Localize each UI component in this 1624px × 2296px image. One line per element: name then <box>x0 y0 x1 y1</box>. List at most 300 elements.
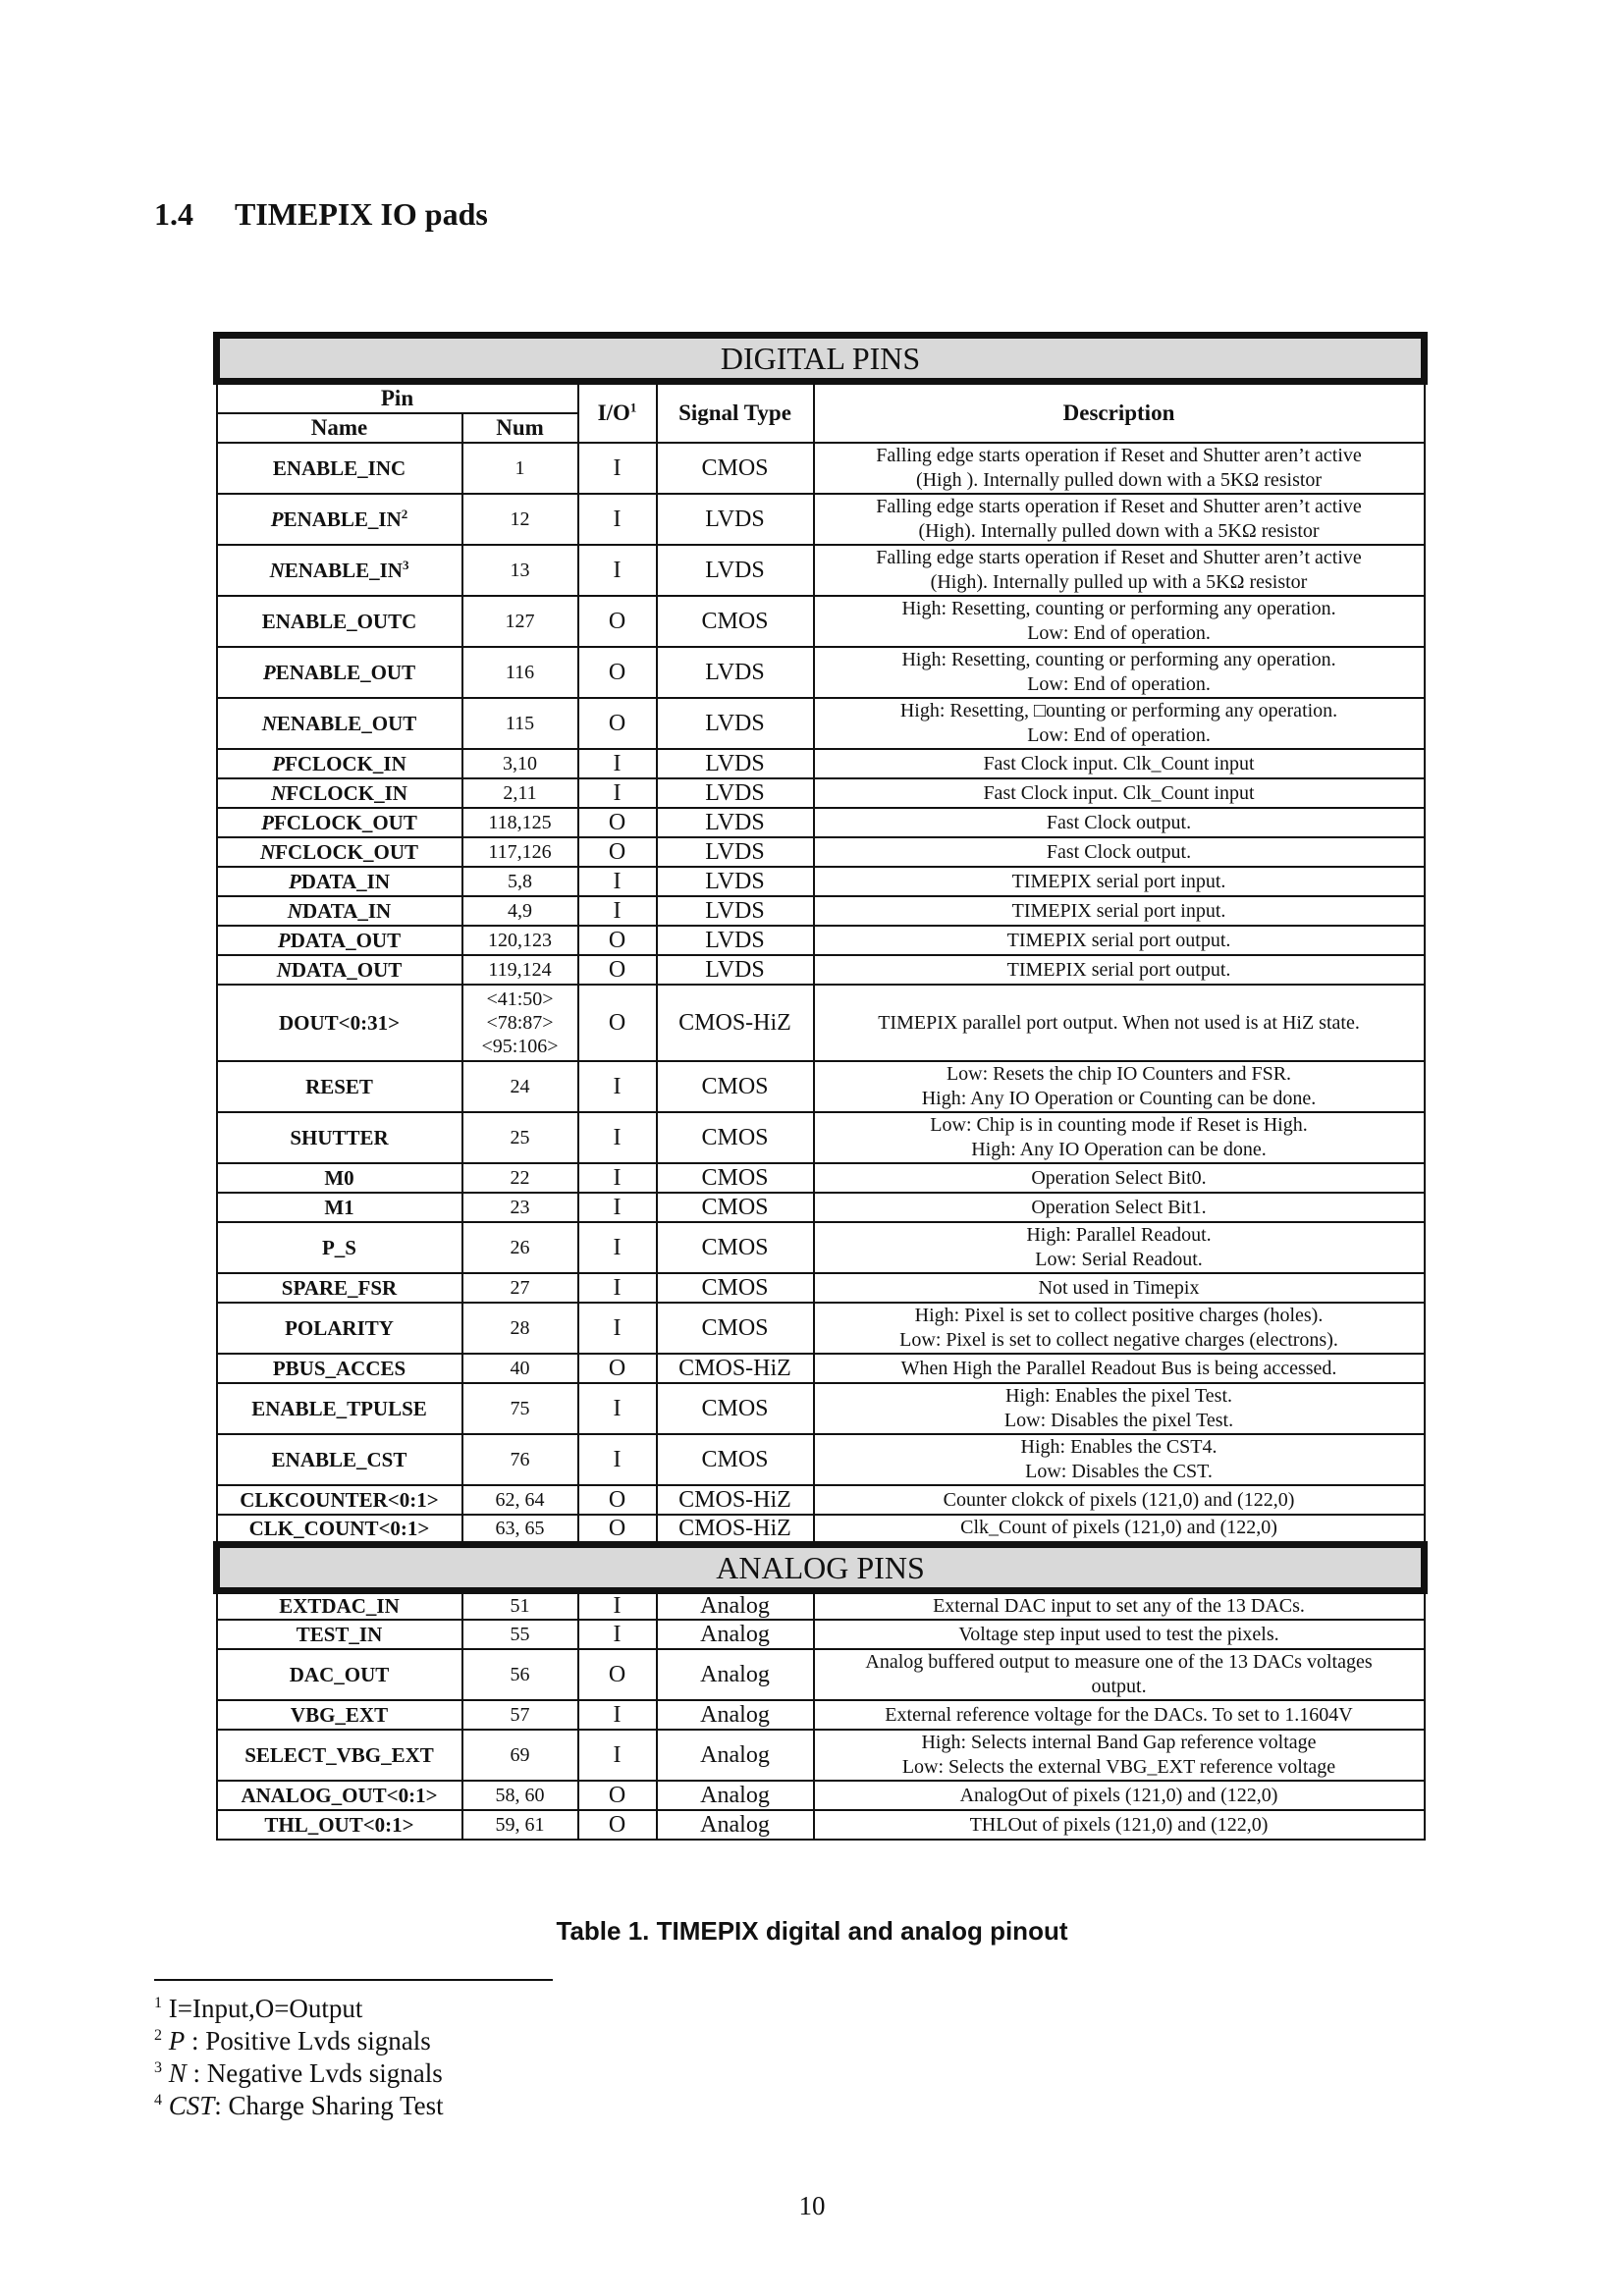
footnote-term: N <box>168 2058 187 2088</box>
pin-name-cell <box>217 443 462 494</box>
pin-number: 12 <box>510 508 530 530</box>
pin-io-cell: I <box>578 1590 657 1620</box>
pin-io-cell: O <box>578 647 657 698</box>
pin-name: DATA_OUT <box>290 929 402 952</box>
pin-description-cell <box>814 926 1425 955</box>
pin-row <box>217 1434 1425 1485</box>
pin-io-cell: O <box>578 1781 657 1810</box>
pin-name-cell <box>217 1620 462 1649</box>
pin-row <box>217 1590 1425 1620</box>
pin-name: ENABLE_IN <box>284 559 403 582</box>
pin-num-cell <box>462 1620 578 1649</box>
pin-number: 69 <box>510 1744 530 1766</box>
pin-num-cell <box>462 1781 578 1810</box>
pinout-table <box>213 332 1428 1841</box>
pin-number: 63, 65 <box>495 1517 545 1539</box>
pin-description-cell <box>814 749 1425 778</box>
pin-num-cell <box>462 1383 578 1434</box>
pin-name-cell <box>217 1781 462 1810</box>
pin-name-cell <box>217 494 462 545</box>
pin-io-cell: I <box>578 545 657 596</box>
pin-name-cell <box>217 1303 462 1354</box>
pin-name: ENABLE_IN <box>283 507 402 531</box>
pin-num-cell <box>462 443 578 494</box>
pin-description-cell <box>814 1810 1425 1840</box>
description-line: High: Resetting, counting or performing any operation. <box>901 649 1336 670</box>
pin-description-cell <box>814 1163 1425 1193</box>
footnote-term: CST <box>168 2091 215 2120</box>
pin-number: 117,126 <box>488 841 552 863</box>
pin-io-cell: I <box>578 1273 657 1303</box>
pin-signal-type-cell: CMOS <box>657 1434 814 1485</box>
pin-row <box>217 1061 1425 1112</box>
pin-signal-type-cell: CMOS-HiZ <box>657 1515 814 1544</box>
pin-row <box>217 647 1425 698</box>
pin-num-cell <box>462 1193 578 1222</box>
description-line: Low: Serial Readout. <box>1035 1249 1203 1270</box>
pin-signal-type-cell: CMOS <box>657 1273 814 1303</box>
description-line: Voltage step input used to test the pixels. <box>958 1623 1279 1645</box>
pin-name-cell <box>217 1193 462 1222</box>
pin-description-cell <box>814 1193 1425 1222</box>
pin-polarity-prefix: P <box>270 507 284 531</box>
pin-num-cell <box>462 1649 578 1700</box>
pin-number: 118,125 <box>488 812 552 833</box>
pin-description-cell <box>814 1434 1425 1485</box>
pin-name-cell <box>217 985 462 1061</box>
description-line: External DAC input to set any of the 13 DACs. <box>933 1594 1305 1617</box>
pin-number: 116 <box>505 662 535 683</box>
description-line: THLOut of pixels (121,0) and (122,0) <box>969 1813 1269 1836</box>
pin-io-cell: O <box>578 1354 657 1383</box>
pin-io-cell: O <box>578 1810 657 1840</box>
pin-io-cell: O <box>578 596 657 647</box>
pin-io-cell: I <box>578 1112 657 1163</box>
description-line: Fast Clock output. <box>1046 811 1192 833</box>
pin-number: <95:106> <box>481 1036 559 1057</box>
description-line: Operation Select Bit1. <box>1031 1196 1207 1218</box>
name-header: Name <box>217 413 462 443</box>
pin-signal-type-cell: CMOS <box>657 596 814 647</box>
description-line: Fast Clock input. Clk_Count input <box>983 752 1255 774</box>
footnote-text: : Positive Lvds signals <box>185 2026 431 2056</box>
pin-number: 26 <box>510 1237 530 1258</box>
footnote-mark: 1 <box>154 1995 162 2011</box>
pin-number: 23 <box>510 1197 530 1218</box>
pin-io-cell: I <box>578 1434 657 1485</box>
pin-row <box>217 1354 1425 1383</box>
pin-name: PBUS_ACCES <box>272 1357 406 1380</box>
pin-name: FCLOCK_OUT <box>273 811 417 834</box>
pin-signal-type-cell: LVDS <box>657 955 814 985</box>
pin-row <box>217 596 1425 647</box>
pin-name: ENABLE_OUTC <box>261 610 417 633</box>
pin-signal-type-cell: LVDS <box>657 494 814 545</box>
description-line: High: Resetting, □ounting or performing any operation. <box>899 700 1338 721</box>
description-line: TIMEPIX serial port output. <box>1006 929 1231 951</box>
footnote-text: : Negative Lvds signals <box>186 2058 443 2088</box>
pin-name: CLK_COUNT<0:1> <box>248 1516 430 1540</box>
footnote-ref: 2 <box>401 507 408 521</box>
pin-num-cell <box>462 1163 578 1193</box>
pin-description-cell <box>814 1112 1425 1163</box>
pin-num-cell <box>462 837 578 867</box>
pin-row <box>217 1112 1425 1163</box>
footnote <box>154 2025 444 2057</box>
pin-name: ENABLE_INC <box>272 456 406 480</box>
pin-signal-type-cell: CMOS <box>657 1383 814 1434</box>
description-line: High: Enables the CST4. <box>1020 1436 1218 1458</box>
pin-number: 62, 64 <box>495 1489 545 1511</box>
pin-signal-type-cell: CMOS <box>657 443 814 494</box>
pin-signal-type-cell: Analog <box>657 1781 814 1810</box>
pin-description-cell <box>814 1781 1425 1810</box>
pin-row <box>217 1222 1425 1273</box>
pin-name-cell <box>217 778 462 808</box>
pin-number: <41:50> <box>486 988 554 1010</box>
pin-io-cell: I <box>578 494 657 545</box>
pin-row <box>217 1515 1425 1544</box>
pin-row <box>217 1810 1425 1840</box>
pin-description-cell <box>814 1222 1425 1273</box>
pin-io-cell: I <box>578 896 657 926</box>
pin-name-cell <box>217 596 462 647</box>
pin-io-cell: I <box>578 1061 657 1112</box>
digital-pins-title: DIGITAL PINS <box>217 336 1425 382</box>
description-line: TIMEPIX serial port output. <box>1006 958 1231 981</box>
pin-number: 115 <box>505 713 535 734</box>
pin-name: DAC_OUT <box>289 1663 390 1686</box>
pin-name-cell <box>217 1515 462 1544</box>
description-line: Falling edge starts operation if Reset and Shutter aren’t active <box>876 496 1362 517</box>
pin-name-cell <box>217 837 462 867</box>
pin-num-cell <box>462 926 578 955</box>
pin-name-cell <box>217 1434 462 1485</box>
pin-io-cell: I <box>578 1383 657 1434</box>
pin-description-cell <box>814 545 1425 596</box>
description-line: Low: End of operation. <box>1027 673 1211 695</box>
pin-row <box>217 1620 1425 1649</box>
pin-polarity-prefix: P <box>288 870 301 893</box>
pin-name: ENABLE_OUT <box>276 712 417 735</box>
pin-io-cell: I <box>578 778 657 808</box>
pin-signal-type-cell: CMOS <box>657 1193 814 1222</box>
pin-num-cell <box>462 1061 578 1112</box>
pin-io-cell: O <box>578 837 657 867</box>
section-number: 1.4 <box>154 196 193 232</box>
pin-number: 51 <box>510 1595 530 1618</box>
pin-num-cell <box>462 1485 578 1515</box>
pin-polarity-prefix: P <box>272 752 286 775</box>
pin-row <box>217 749 1425 778</box>
footnotes <box>154 1993 444 2122</box>
description-line: High: Parallel Readout. <box>1026 1224 1212 1246</box>
description-line: Low: End of operation. <box>1027 622 1211 644</box>
pin-description-cell <box>814 647 1425 698</box>
pin-polarity-prefix: N <box>276 958 292 982</box>
pin-io-cell: I <box>578 1303 657 1354</box>
description-line: Low: Pixel is set to collect negative charges (electrons). <box>899 1329 1338 1351</box>
footnote-term: P <box>168 2026 186 2056</box>
pin-number: 1 <box>514 457 525 479</box>
pin-number: 59, 61 <box>495 1814 545 1836</box>
description-line: High: Any IO Operation can be done. <box>971 1139 1267 1160</box>
description-line: Operation Select Bit0. <box>1031 1166 1207 1189</box>
pin-name: EXTDAC_IN <box>279 1594 400 1619</box>
pin-signal-type-cell: LVDS <box>657 647 814 698</box>
pin-io-cell: I <box>578 1730 657 1781</box>
pin-name: CLKCOUNTER<0:1> <box>240 1488 439 1512</box>
pin-row <box>217 1383 1425 1434</box>
pin-number: 22 <box>510 1167 530 1189</box>
pin-signal-type-cell: CMOS-HiZ <box>657 1485 814 1515</box>
pin-num-cell <box>462 1730 578 1781</box>
pin-number: 25 <box>510 1127 530 1148</box>
pin-row <box>217 955 1425 985</box>
pin-num-cell <box>462 1810 578 1840</box>
pin-number: 76 <box>510 1449 530 1470</box>
description-line: (High ). Internally pulled down with a 5KΩ resistor <box>915 469 1323 491</box>
pin-number: 3,10 <box>503 753 537 774</box>
pin-name-cell <box>217 1163 462 1193</box>
pin-signal-type-cell: CMOS <box>657 1061 814 1112</box>
pin-io-cell: I <box>578 1193 657 1222</box>
pin-polarity-prefix: N <box>287 899 302 923</box>
pin-row <box>217 808 1425 837</box>
pin-name: SHUTTER <box>290 1126 389 1149</box>
pin-description-cell <box>814 1273 1425 1303</box>
description-line: High: Enables the pixel Test. <box>1005 1385 1232 1407</box>
pin-num-cell <box>462 1700 578 1730</box>
description-line: (High). Internally pulled up with a 5KΩ resistor <box>930 571 1308 593</box>
pin-signal-type-cell: Analog <box>657 1649 814 1700</box>
pin-polarity-prefix: P <box>262 661 276 684</box>
pin-num-cell <box>462 778 578 808</box>
description-line: High: Resetting, counting or performing any operation. <box>901 598 1336 619</box>
pin-signal-type-cell: CMOS-HiZ <box>657 1354 814 1383</box>
pin-number: 120,123 <box>488 930 552 951</box>
pin-description-cell <box>814 1485 1425 1515</box>
pin-name: M0 <box>324 1166 354 1190</box>
pin-num-cell <box>462 896 578 926</box>
pin-name-cell <box>217 1649 462 1700</box>
pin-signal-type-cell: Analog <box>657 1620 814 1649</box>
page-number: 10 <box>798 2191 826 2220</box>
pin-signal-type-cell: LVDS <box>657 837 814 867</box>
pin-signal-type-cell: CMOS <box>657 1112 814 1163</box>
pin-number: 28 <box>510 1317 530 1339</box>
pin-number: 40 <box>510 1358 530 1379</box>
pin-name: THL_OUT<0:1> <box>264 1813 414 1837</box>
pin-number: 24 <box>510 1076 530 1097</box>
pin-num-cell <box>462 698 578 749</box>
pin-num-cell <box>462 1590 578 1620</box>
pin-name-cell <box>217 647 462 698</box>
description-line: output. <box>1091 1676 1147 1697</box>
pin-name: M1 <box>324 1196 354 1219</box>
pin-row <box>217 1700 1425 1730</box>
pin-number: 75 <box>510 1398 530 1419</box>
pin-num-cell <box>462 545 578 596</box>
pin-signal-type-cell: Analog <box>657 1700 814 1730</box>
description-line: Counter clokck of pixels (121,0) and (122,0) <box>943 1488 1295 1511</box>
pin-description-cell <box>814 596 1425 647</box>
pin-signal-type-cell: Analog <box>657 1810 814 1840</box>
description-line: Clk_Count of pixels (121,0) and (122,0) <box>960 1517 1277 1539</box>
pin-number: 5,8 <box>508 871 532 892</box>
pin-number: 127 <box>505 611 535 632</box>
pin-row <box>217 443 1425 494</box>
pin-name-cell <box>217 545 462 596</box>
pin-description-cell <box>814 1354 1425 1383</box>
footnote-rule <box>154 1979 553 1981</box>
pin-row <box>217 926 1425 955</box>
description-line: Fast Clock input. Clk_Count input <box>983 781 1255 804</box>
pin-io-cell: I <box>578 867 657 896</box>
pin-name-cell <box>217 1700 462 1730</box>
pin-num-cell <box>462 985 578 1061</box>
description-line: Low: Resets the chip IO Counters and FSR. <box>946 1063 1292 1085</box>
pin-number: 2,11 <box>503 782 537 804</box>
pin-num-cell <box>462 1222 578 1273</box>
pin-row <box>217 1649 1425 1700</box>
pin-row <box>217 896 1425 926</box>
pin-description-cell <box>814 1061 1425 1112</box>
pin-name: POLARITY <box>285 1316 394 1340</box>
description-line: TIMEPIX serial port input. <box>1011 899 1226 922</box>
pin-description-cell <box>814 985 1425 1061</box>
description-line: Falling edge starts operation if Reset and Shutter aren’t active <box>876 547 1362 568</box>
description-line: External reference voltage for the DACs. To set to 1.1604V <box>885 1703 1353 1726</box>
pin-name: SELECT_VBG_EXT <box>244 1743 434 1767</box>
description-line: Fast Clock output. <box>1046 840 1192 863</box>
pin-polarity-prefix: N <box>269 559 285 582</box>
pin-row <box>217 1163 1425 1193</box>
signal-type-header: Signal Type <box>657 382 814 444</box>
description-line: Not used in Timepix <box>1038 1276 1200 1299</box>
pin-num-cell <box>462 1515 578 1544</box>
pin-polarity-prefix: N <box>261 712 277 735</box>
pin-name: ANALOG_OUT<0:1> <box>241 1784 438 1807</box>
header-row-1 <box>217 382 1425 414</box>
pin-number: 58, 60 <box>495 1785 545 1806</box>
pin-name: DOUT<0:31> <box>278 1011 401 1035</box>
pin-io-cell: I <box>578 1222 657 1273</box>
description-line: Low: Disables the CST. <box>1025 1461 1213 1482</box>
footnote-mark: 3 <box>154 2059 162 2076</box>
pin-name-cell <box>217 926 462 955</box>
pin-num-cell <box>462 1112 578 1163</box>
pin-num-cell <box>462 1273 578 1303</box>
pin-name-cell <box>217 1485 462 1515</box>
pin-number: 13 <box>510 560 530 581</box>
pin-signal-type-cell: LVDS <box>657 778 814 808</box>
pin-number: 57 <box>510 1704 530 1726</box>
pin-io-cell: O <box>578 698 657 749</box>
pin-name: RESET <box>305 1075 373 1098</box>
pin-name-cell <box>217 1810 462 1840</box>
pin-description-cell <box>814 698 1425 749</box>
pin-signal-type-cell: CMOS <box>657 1163 814 1193</box>
pin-io-cell: I <box>578 1700 657 1730</box>
pin-name-cell <box>217 808 462 837</box>
description-line: High: Pixel is set to collect positive charges (holes). <box>914 1305 1324 1326</box>
pin-signal-type-cell: LVDS <box>657 867 814 896</box>
description-line: When High the Parallel Readout Bus is being accessed. <box>900 1357 1337 1379</box>
digital-section-row <box>217 336 1425 382</box>
pin-row <box>217 545 1425 596</box>
pin-description-cell <box>814 1730 1425 1781</box>
pin-num-cell <box>462 647 578 698</box>
pin-num-cell <box>462 749 578 778</box>
pin-signal-type-cell: LVDS <box>657 896 814 926</box>
pin-name: SPARE_FSR <box>281 1276 398 1300</box>
pin-description-cell <box>814 778 1425 808</box>
pin-io-cell: O <box>578 1515 657 1544</box>
pin-name-cell <box>217 1273 462 1303</box>
pin-signal-type-cell: LVDS <box>657 808 814 837</box>
pin-description-cell <box>814 1620 1425 1649</box>
pin-description-cell <box>814 1590 1425 1620</box>
footnote-mark: 4 <box>154 2092 162 2109</box>
pin-name: ENABLE_OUT <box>275 661 416 684</box>
pin-name-cell <box>217 1222 462 1273</box>
pin-description-cell <box>814 896 1425 926</box>
pin-num-cell <box>462 494 578 545</box>
pin-description-cell <box>814 443 1425 494</box>
io-header: $I/O^1$ <box>578 382 657 444</box>
footnote <box>154 1993 444 2025</box>
pin-number: 27 <box>510 1277 530 1299</box>
description-line: Falling edge starts operation if Reset and Shutter aren’t active <box>876 445 1362 466</box>
pin-name-cell <box>217 1354 462 1383</box>
pin-row <box>217 778 1425 808</box>
footnote-text: I=Input,O=Output <box>168 1994 363 2023</box>
table-caption: Table 1. TIMEPIX digital and analog pinout <box>556 1916 1068 1946</box>
description-line: TIMEPIX serial port input. <box>1011 870 1226 892</box>
description-line: Low: Disables the pixel Test. <box>1003 1410 1234 1431</box>
analog-section-row <box>217 1544 1425 1590</box>
pin-polarity-prefix: P <box>261 811 274 834</box>
pin-io-cell: O <box>578 808 657 837</box>
pin-number: 56 <box>510 1664 530 1685</box>
pin-description-cell <box>814 494 1425 545</box>
pin-name: P_S <box>321 1236 356 1259</box>
pin-io-cell: I <box>578 749 657 778</box>
pin-description-cell <box>814 1383 1425 1434</box>
pin-io-cell: O <box>578 985 657 1061</box>
section-title: TIMEPIX IO pads <box>235 196 488 232</box>
pin-signal-type-cell: CMOS-HiZ <box>657 985 814 1061</box>
description-line: TIMEPIX parallel port output. When not used is at HiZ state. <box>878 1011 1360 1034</box>
pin-polarity-prefix: P <box>277 929 291 952</box>
pin-number: 55 <box>510 1624 530 1645</box>
pin-description-cell <box>814 837 1425 867</box>
pin-name: DATA_OUT <box>291 958 403 982</box>
pin-signal-type-cell: LVDS <box>657 545 814 596</box>
pin-row <box>217 698 1425 749</box>
pin-name: TEST_IN <box>296 1623 383 1646</box>
pin-name: FCLOCK_OUT <box>275 840 418 864</box>
description-line: (High). Internally pulled down with a 5KΩ resistor <box>918 520 1320 542</box>
pin-name-cell <box>217 896 462 926</box>
description-line: High: Selects internal Band Gap reference voltage <box>921 1732 1317 1753</box>
pin-description-cell <box>814 955 1425 985</box>
pin-signal-type-cell: CMOS <box>657 1222 814 1273</box>
footnote-ref: 3 <box>402 558 409 572</box>
pin-name: FCLOCK_IN <box>286 781 407 805</box>
pin-name-cell <box>217 1730 462 1781</box>
